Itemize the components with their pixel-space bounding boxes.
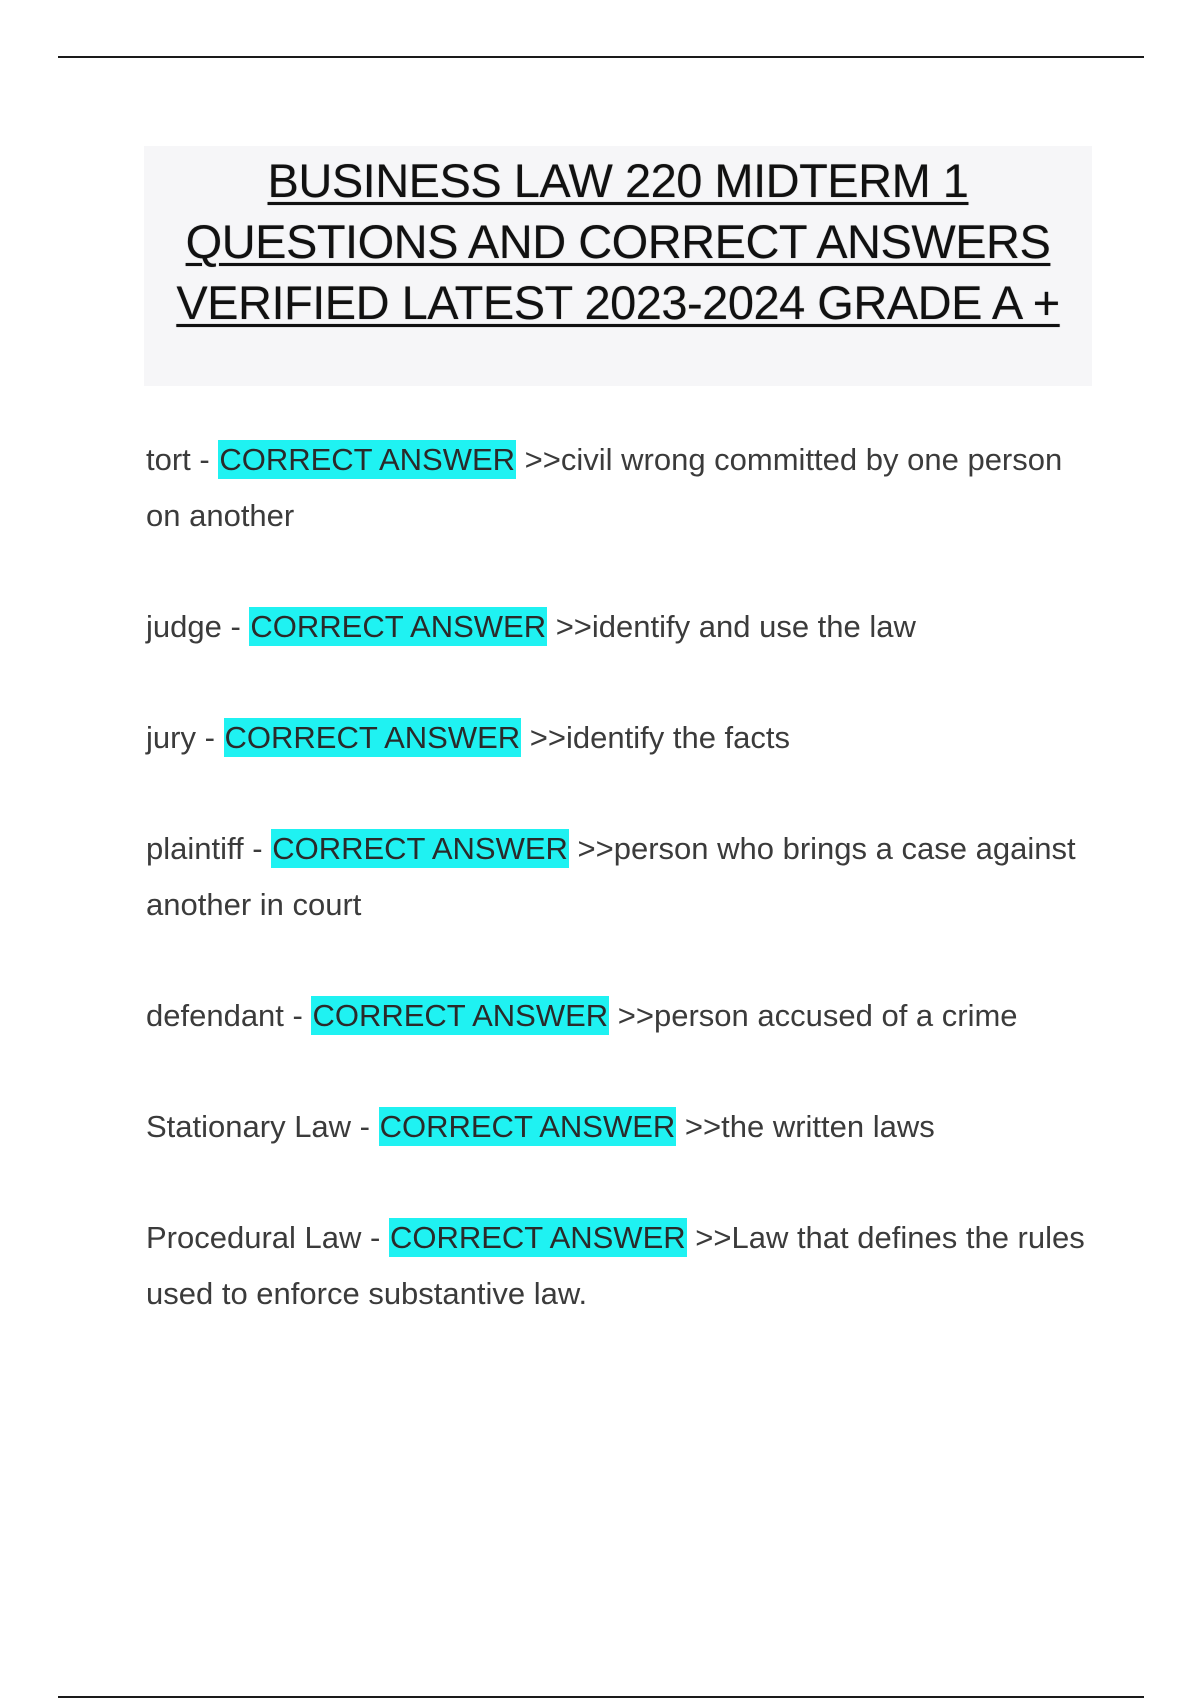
qa-term: jury -	[146, 720, 224, 755]
bottom-divider	[58, 1696, 1144, 1698]
qa-term: defendant -	[146, 998, 312, 1033]
correct-answer-highlight: CORRECT ANSWER	[272, 831, 568, 866]
qa-item-defendant	[146, 988, 1096, 1044]
title-line-3: VERIFIED LATEST 2023-2024 GRADE A +	[176, 276, 1060, 329]
top-divider	[58, 56, 1144, 58]
qa-list	[146, 432, 1096, 1377]
document-title-box	[144, 146, 1092, 386]
qa-answer: >>civil wrong committed by one person on another	[146, 442, 1063, 533]
qa-item-stationary-law	[146, 1099, 1096, 1155]
qa-answer: >>Law that defines the rules used to enforce substantive law.	[146, 1220, 1085, 1311]
correct-answer-highlight: CORRECT ANSWER	[379, 1109, 676, 1144]
qa-answer: >>person accused of a crime	[609, 998, 1018, 1033]
correct-answer-highlight: CORRECT ANSWER	[224, 720, 521, 755]
qa-answer: >>identify and use the law	[547, 609, 916, 644]
qa-item-plaintiff	[146, 821, 1096, 933]
qa-answer: >>identify the facts	[521, 720, 791, 755]
qa-item-tort	[146, 432, 1096, 544]
qa-item-judge	[146, 599, 1096, 655]
qa-item-jury	[146, 710, 1096, 766]
qa-term: Procedural Law -	[146, 1220, 389, 1255]
correct-answer-highlight: CORRECT ANSWER	[312, 998, 609, 1033]
correct-answer-highlight: CORRECT ANSWER	[250, 609, 547, 644]
qa-term: tort -	[146, 442, 219, 477]
qa-answer: >>person who brings a case against another in court	[146, 831, 1076, 922]
qa-term: plaintiff -	[146, 831, 272, 866]
title-line-1: BUSINESS LAW 220 MIDTERM 1	[267, 154, 969, 207]
qa-item-procedural-law	[146, 1210, 1096, 1322]
correct-answer-highlight: CORRECT ANSWER	[219, 442, 516, 477]
qa-term: judge -	[146, 609, 250, 644]
qa-answer: >>the written laws	[676, 1109, 935, 1144]
correct-answer-highlight: CORRECT ANSWER	[389, 1220, 686, 1255]
qa-term: Stationary Law -	[146, 1109, 379, 1144]
title-line-2: QUESTIONS AND CORRECT ANSWERS	[185, 215, 1051, 268]
